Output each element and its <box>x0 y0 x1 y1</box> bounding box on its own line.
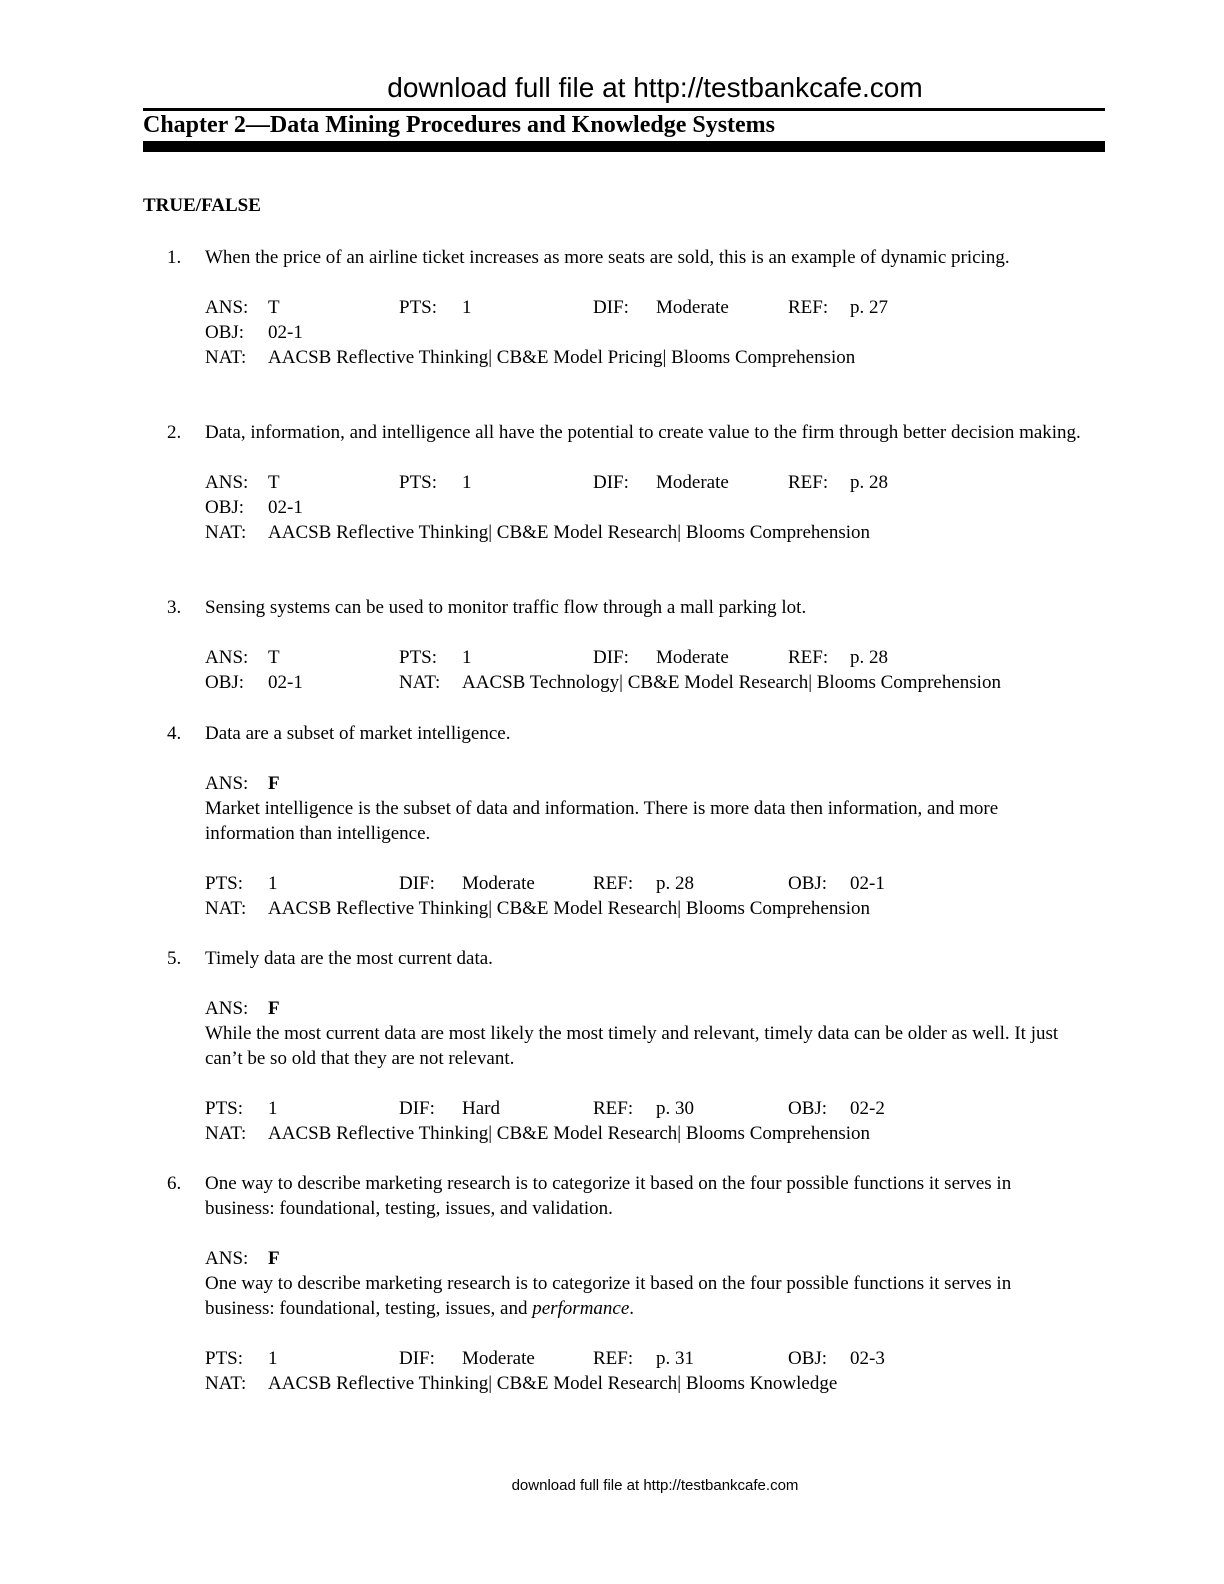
pts-meta-row <box>205 1096 1085 1121</box>
obj-value: 02-2 <box>850 1098 885 1119</box>
header-download-link[interactable]: download full file at http://testbankcafe.com <box>387 72 923 103</box>
ref-value: p. 27 <box>850 297 888 318</box>
answer-meta-row <box>205 295 1085 320</box>
pts-value: 1 <box>268 1348 278 1369</box>
ans-value: F <box>268 1248 280 1269</box>
question-number: 3. <box>167 597 182 618</box>
dif-label: DIF: <box>399 1098 435 1119</box>
dif-value: Moderate <box>656 297 729 318</box>
nat-label: NAT: <box>399 672 441 693</box>
dif-label: DIF: <box>399 873 435 894</box>
ans-value: T <box>268 472 280 493</box>
dif-value: Moderate <box>462 873 535 894</box>
question-number: 5. <box>167 948 182 969</box>
nat-value: AACSB Reflective Thinking| CB&E Model Research| Blooms Knowledge <box>268 1373 838 1394</box>
dif-value: Moderate <box>656 647 729 668</box>
pts-label: PTS: <box>399 472 438 493</box>
nat-meta-row <box>205 896 1085 921</box>
question-4 <box>143 721 1105 921</box>
ref-label: REF: <box>788 297 829 318</box>
answer-explanation: Market intelligence is the subset of data and information. There is more data then information, and more information than intelligence. <box>205 798 999 844</box>
nat-value: AACSB Reflective Thinking| CB&E Model Research| Blooms Comprehension <box>268 522 871 543</box>
nat-meta-row <box>205 520 1085 545</box>
section-heading: TRUE/FALSE <box>143 195 261 216</box>
obj-nat-meta-row <box>205 670 1085 695</box>
answer-explanation <box>205 1271 1085 1321</box>
nat-value: AACSB Reflective Thinking| CB&E Model Research| Blooms Comprehension <box>268 898 871 919</box>
pts-label: PTS: <box>205 1348 244 1369</box>
obj-meta-row <box>205 495 1085 520</box>
ans-label: ANS: <box>205 472 249 493</box>
explanation-emphasis: performance <box>532 1298 630 1319</box>
question-text: One way to describe marketing research is to categorize it based on the four possible functions it serves in business: foundational, testing, issues, and validation. <box>205 1173 1012 1219</box>
ans-label: ANS: <box>205 998 249 1019</box>
nat-label: NAT: <box>205 1123 247 1144</box>
ref-value: p. 31 <box>656 1348 694 1369</box>
nat-label: NAT: <box>205 1373 247 1394</box>
ref-label: REF: <box>593 873 634 894</box>
obj-label: OBJ: <box>205 497 245 518</box>
question-number: 4. <box>167 723 182 744</box>
ans-value: T <box>268 297 280 318</box>
question-number: 2. <box>167 422 182 443</box>
question-5 <box>143 946 1105 1146</box>
answer-explanation: While the most current data are most likely the most timely and relevant, timely data can be older as well. It just can’t be so old that they are not relevant. <box>205 1023 1059 1069</box>
answer-row <box>205 1246 1085 1271</box>
question-text: Data, information, and intelligence all have the potential to create value to the firm through better decision making. <box>205 422 1081 443</box>
answer-row <box>205 996 1085 1021</box>
question-text: When the price of an airline ticket increases as more seats are sold, this is an example of dynamic pricing. <box>205 247 1010 268</box>
question-number: 6. <box>167 1173 182 1194</box>
ref-value: p. 28 <box>850 472 888 493</box>
dif-value: Moderate <box>462 1348 535 1369</box>
obj-label: OBJ: <box>788 873 828 894</box>
question-text: Sensing systems can be used to monitor traffic flow through a mall parking lot. <box>205 597 807 618</box>
answer-meta-row <box>205 645 1085 670</box>
obj-value: 02-1 <box>850 873 885 894</box>
pts-meta-row <box>205 871 1085 896</box>
explanation-suffix: . <box>629 1298 635 1319</box>
pts-meta-row <box>205 1346 1085 1371</box>
answer-row <box>205 771 1085 796</box>
obj-label: OBJ: <box>788 1098 828 1119</box>
nat-label: NAT: <box>205 522 247 543</box>
pts-value: 1 <box>268 873 278 894</box>
ans-label: ANS: <box>205 773 249 794</box>
explanation-text: One way to describe marketing research is to categorize it based on the four possible functions it serves in business: foundational, testing, issues, and <box>205 1273 1012 1319</box>
dif-label: DIF: <box>593 472 629 493</box>
ref-value: p. 28 <box>656 873 694 894</box>
obj-label: OBJ: <box>205 322 245 343</box>
nat-label: NAT: <box>205 347 247 368</box>
pts-value: 1 <box>462 297 472 318</box>
question-3 <box>143 595 1105 695</box>
title-top-rule <box>143 108 1105 111</box>
obj-value: 02-1 <box>268 322 303 343</box>
chapter-title: Chapter 2—Data Mining Procedures and Knowledge Systems <box>143 112 776 138</box>
pts-label: PTS: <box>399 297 438 318</box>
ref-label: REF: <box>788 647 829 668</box>
answer-meta-row <box>205 470 1085 495</box>
ans-label: ANS: <box>205 1248 249 1269</box>
nat-meta-row <box>205 1371 1085 1396</box>
ref-label: REF: <box>788 472 829 493</box>
pts-value: 1 <box>268 1098 278 1119</box>
dif-label: DIF: <box>593 297 629 318</box>
obj-meta-row <box>205 320 1085 345</box>
question-text: Timely data are the most current data. <box>205 948 493 969</box>
obj-label: OBJ: <box>788 1348 828 1369</box>
dif-label: DIF: <box>399 1348 435 1369</box>
title-bottom-rule <box>143 141 1105 152</box>
obj-value: 02-1 <box>268 672 303 693</box>
nat-meta-row <box>205 1121 1085 1146</box>
dif-value: Hard <box>462 1098 500 1119</box>
obj-value: 02-1 <box>268 497 303 518</box>
obj-label: OBJ: <box>205 672 245 693</box>
pts-value: 1 <box>462 472 472 493</box>
question-6 <box>143 1171 1105 1396</box>
ref-label: REF: <box>593 1098 634 1119</box>
ans-value: F <box>268 998 280 1019</box>
ref-value: p. 30 <box>656 1098 694 1119</box>
ans-value: T <box>268 647 280 668</box>
question-number: 1. <box>167 247 182 268</box>
ans-label: ANS: <box>205 647 249 668</box>
dif-label: DIF: <box>593 647 629 668</box>
pts-label: PTS: <box>205 873 244 894</box>
question-2 <box>143 420 1105 545</box>
ans-label: ANS: <box>205 297 249 318</box>
question-text: Data are a subset of market intelligence. <box>205 723 511 744</box>
dif-value: Moderate <box>656 472 729 493</box>
pts-value: 1 <box>462 647 472 668</box>
nat-value: AACSB Reflective Thinking| CB&E Model Research| Blooms Comprehension <box>268 1123 871 1144</box>
question-1 <box>143 245 1105 370</box>
nat-label: NAT: <box>205 898 247 919</box>
nat-value: AACSB Reflective Thinking| CB&E Model Pricing| Blooms Comprehension <box>268 347 856 368</box>
ref-value: p. 28 <box>850 647 888 668</box>
pts-label: PTS: <box>399 647 438 668</box>
nat-value: AACSB Technology| CB&E Model Research| Blooms Comprehension <box>462 672 1001 693</box>
pts-label: PTS: <box>205 1098 244 1119</box>
nat-meta-row <box>205 345 1085 370</box>
footer-download-link[interactable]: download full file at http://testbankcafe.com <box>511 1477 799 1494</box>
ans-value: F <box>268 773 280 794</box>
obj-value: 02-3 <box>850 1348 885 1369</box>
ref-label: REF: <box>593 1348 634 1369</box>
